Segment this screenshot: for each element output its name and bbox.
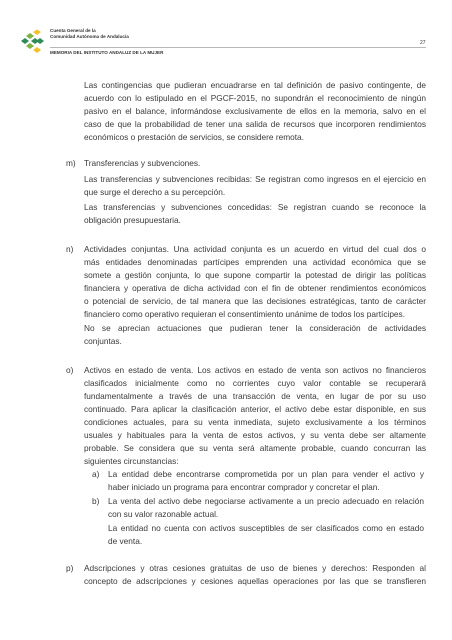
header-divider [50, 47, 426, 48]
text-line: clasificados inicialmente como no corrientes cuyo valor contable se recuperará [84, 378, 426, 388]
section-n-paragraph-2 [84, 322, 426, 348]
text-line: No se aprecian actuaciones que pudieran tener la consideración de actividades [84, 323, 426, 333]
section-o-closing-paragraph [108, 522, 424, 548]
section-n-paragraph-1 [84, 243, 426, 321]
page-header [0, 0, 452, 64]
text-line: fundamentalmente a través de una transacción de venta, en lugar de por su uso [84, 391, 426, 401]
subitem-a-paragraph [108, 468, 424, 494]
text-line: pasivo en el balance, informándose exclusivamente de ellos en la memoria, salvo en el [84, 106, 426, 116]
text-line: usuales y habituales para la venta de estos activos, y su venta debe ser altamente [84, 430, 426, 440]
subitem-marker-a: a) [92, 469, 100, 479]
section-marker-p: p) [66, 563, 74, 573]
text-line: La entidad debe encontrarse comprometida por un plan para vender el activo y [108, 469, 424, 479]
text-line: Las contingencias que pudieran encuadrarse en tal definición de pasivo contingente, de [84, 80, 426, 90]
text-line: condiciones actuales, para su venta inmediata, sujeto exclusivamente a los términos [84, 417, 426, 427]
section-m-paragraph-2 [84, 201, 426, 227]
subitem-b-paragraph [108, 495, 424, 521]
text-line: Activos en estado de venta. Los activos en estado de venta son activos no financieros [84, 365, 426, 375]
page-number: 27 [420, 40, 426, 46]
text-line: somete a gestión conjunta, lo que supone compartir la potestad de dirigir las políticas [84, 270, 426, 280]
text-line: caso de que la probabilidad de tener una salida de recursos que incorporen rendimientos [84, 119, 426, 129]
text-line: probable. Se considera que su venta será altamente probable, cuando concurran las [84, 443, 426, 453]
section-m-title [84, 157, 426, 170]
section-title: Transferencias y subvenciones. [84, 158, 201, 168]
text-line: concepto de adscripciones y cesiones aquellas operaciones por las que se transfieren [84, 576, 426, 586]
text-line: más entidades denominadas partícipes emprenden una actividad económica que se [84, 257, 426, 267]
text-line: acuerdo con lo estipulado en el PGCF-2015, no supondrán el reconocimiento de ningún [84, 93, 426, 103]
text-line: o potencial de servicio, de tal manera que las decisiones estratégicas, tanto de carácter [84, 296, 426, 306]
section-marker-m: m) [66, 158, 76, 168]
text-line: obligación presupuestaria. [84, 215, 181, 225]
text-line: haber iniciado un programa para encontrar comprador y concretar el plan. [108, 482, 380, 492]
intro-paragraph [84, 79, 426, 144]
text-line: La venta del activo debe negociarse activamente a un precio adecuado en relación [108, 496, 424, 506]
text-line: continuado. Para aplicar la clasificación anterior, el activo debe estar disponible, en sus [84, 404, 426, 414]
section-marker-o: o) [66, 365, 74, 375]
organization-name-line1: Cuenta General de la [50, 28, 96, 33]
text-line: Adscripciones y otras cesiones gratuitas de uso de bienes y derechos: Responden al [84, 563, 426, 573]
text-line: siguientes circunstancias: [84, 456, 179, 466]
section-m-paragraph-1 [84, 173, 426, 199]
text-line: financiera y operativa de dicha actividad con el fin de obtener rendimientos económicos [84, 283, 426, 293]
subitem-marker-b: b) [92, 496, 100, 506]
text-line: con su valor razonable actual. [108, 509, 219, 519]
text-line: La entidad no cuenta con activos susceptibles de ser clasificados como en estado [108, 523, 424, 533]
text-line: económicos o prestación de servicios, se considere remota. [84, 132, 304, 142]
text-line: Actividades conjuntas. Una actividad conjunta es un acuerdo en virtud del cual dos o [84, 244, 426, 254]
section-o-paragraph-1 [84, 364, 426, 468]
organization-name-line2: Comunidad Autónoma de Andalucía [50, 34, 129, 40]
text-line: de venta. [108, 536, 143, 546]
section-marker-n: n) [66, 244, 74, 254]
text-line: que surge el derecho a su percepción. [84, 187, 226, 197]
organization-name [50, 28, 129, 41]
text-line: Las transferencias y subvenciones concedidas: Se registran cuando se reconoce la [84, 202, 426, 212]
text-line: financiero como operativo requieran el consentimiento unánime de todos los partícipes. [84, 309, 405, 319]
section-p-paragraph-1 [84, 562, 426, 588]
text-line: Las transferencias y subvenciones recibidas: Se registran como ingresos en el ejercicio en [84, 174, 426, 184]
document-title: MEMORIA DEL INSTITUTO ANDALUZ DE LA MUJER [50, 49, 164, 55]
organization-logo-icon [20, 29, 44, 55]
text-line: conjuntas. [84, 336, 122, 346]
